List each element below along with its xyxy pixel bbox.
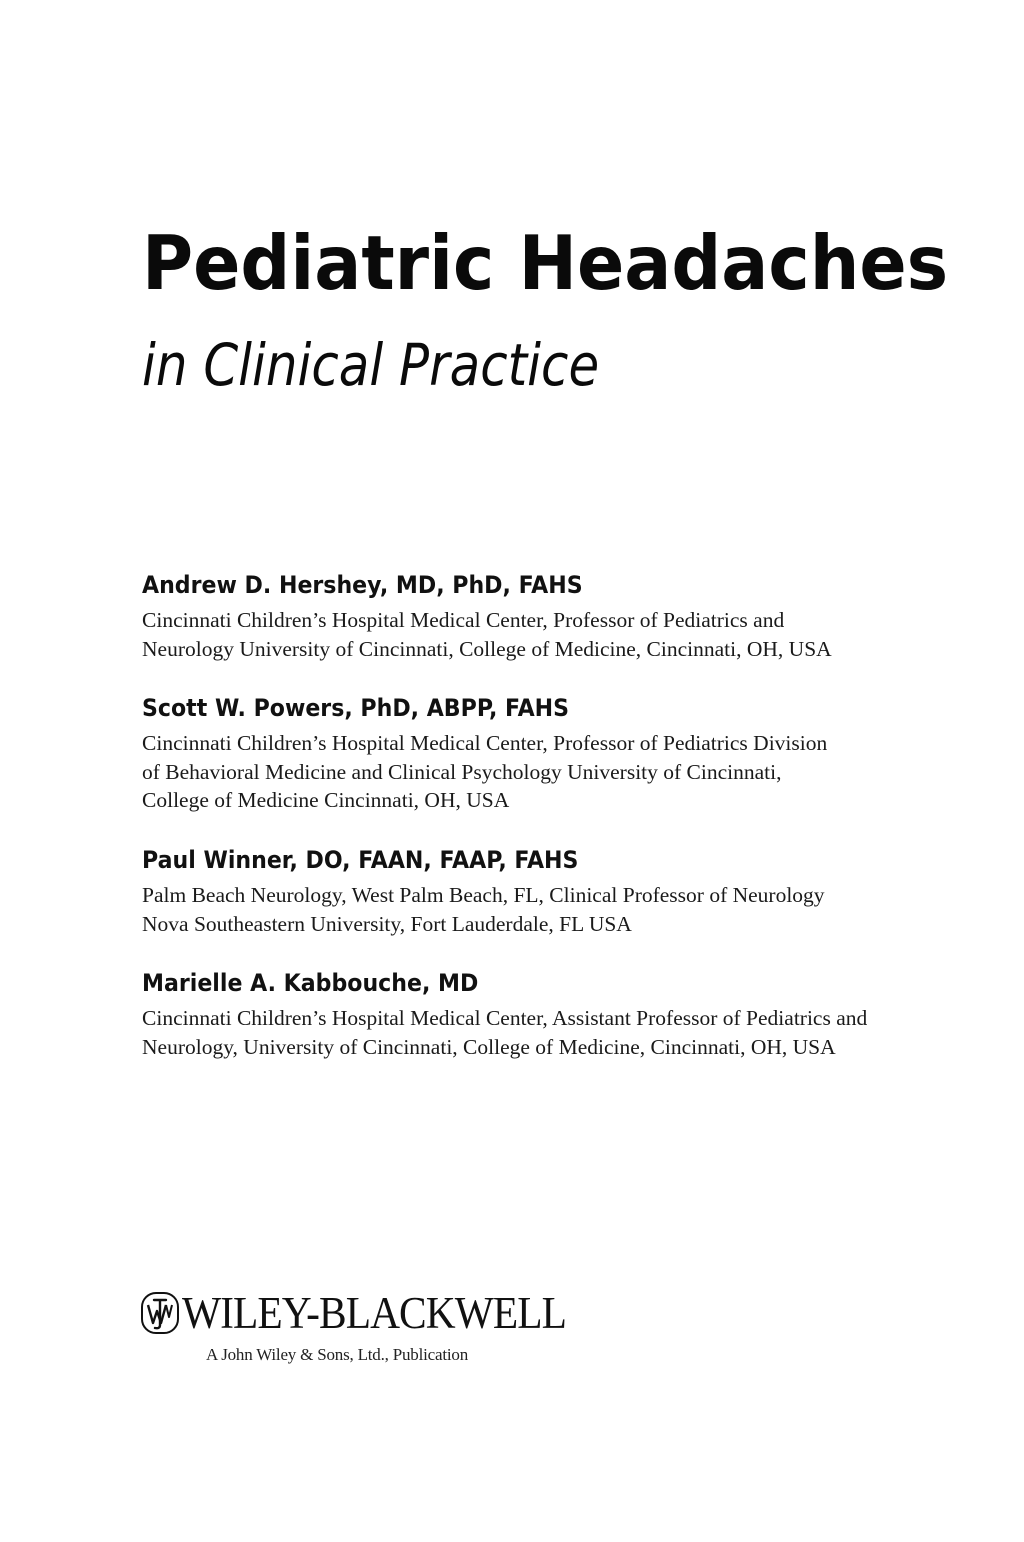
affiliation-line: Neurology, University of Cincinnati, College of Medicine, Cincinnati, OH, USA [142,1034,836,1059]
wiley-jw-emblem-icon [140,1291,180,1335]
affiliation-line: Palm Beach Neurology, West Palm Beach, FL, Clinical Professor of Neurology [142,883,825,907]
book-subtitle: in Clinical Practice [142,331,600,399]
affiliation-line: Cincinnati Children’s Hospital Medical Center, Professor of Pediatrics and [142,608,785,632]
publisher-logo [140,1288,580,1338]
author-affiliation [142,881,922,938]
author-block [142,845,922,938]
book-title: Pediatric Headaches [142,219,949,307]
affiliation-line: Nova Southeastern University, Fort Lauderdale, FL USA [142,911,632,936]
author-block [142,570,922,663]
publisher-imprint: A John Wiley & Sons, Ltd., Publication [206,1345,468,1364]
author-name: Paul Winner, DO, FAAN, FAAP, FAHS [142,846,579,874]
affiliation-line: Cincinnati Children’s Hospital Medical Center, Professor of Pediatrics Division [142,731,828,755]
affiliation-line: College of Medicine Cincinnati, OH, USA [142,788,510,812]
author-name: Scott W. Powers, PhD, ABPP, FAHS [142,694,570,722]
affiliation-line: Cincinnati Children’s Hospital Medical Center, Assistant Professor of Pediatrics and [142,1006,868,1030]
publisher-block [140,1288,580,1366]
affiliation-line: of Behavioral Medicine and Clinical Psychology University of Cincinnati, [142,759,782,784]
publisher-name: WILEY-BLACKWELL [182,1288,566,1338]
author-name: Marielle A. Kabbouche, MD [142,969,479,997]
affiliation-line: Neurology University of Cincinnati, College of Medicine, Cincinnati, OH, USA [142,636,832,661]
author-name: Andrew D. Hershey, MD, PhD, FAHS [142,571,583,599]
author-affiliation [142,606,922,663]
author-block [142,693,922,815]
author-affiliation [142,1004,922,1061]
author-block [142,968,922,1061]
author-affiliation [142,729,922,815]
